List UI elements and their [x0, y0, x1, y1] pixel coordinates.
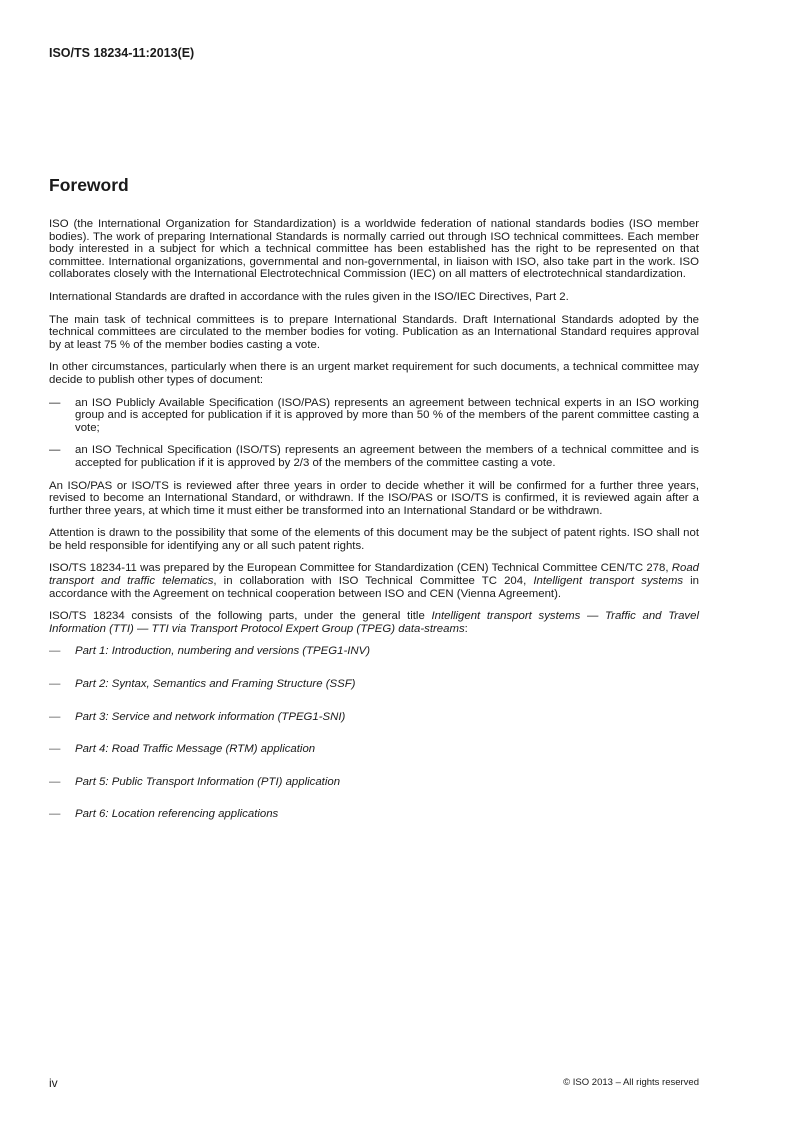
dash-bullet: —	[49, 645, 61, 658]
list-item	[49, 743, 699, 756]
part-title: Part 1: Introduction, numbering and versions (TPEG1-INV)	[75, 645, 371, 658]
general-title: Intelligent transport systems — Traffic and Travel Information (TTI) — TTI via Transport Protocol Expert Group (TPEG) data-streams	[49, 610, 699, 635]
part-title: Part 3: Service and network information (TPEG1-SNI)	[75, 710, 346, 723]
parts-intro-text-2: :	[464, 622, 468, 635]
paragraph-parts-intro	[49, 610, 699, 635]
list-item	[49, 776, 699, 789]
prepared-committee-title: Road transport and traffic telematics	[49, 562, 699, 588]
dash-bullet: —	[49, 808, 61, 821]
parts-intro-text-1: ISO/TS 18234 consists of the following parts, under the general title	[49, 610, 432, 623]
dash-bullet: —	[49, 710, 61, 723]
part-title: Part 6: Location referencing applications	[75, 808, 279, 821]
page-title: Foreword	[49, 175, 129, 195]
part-title: Part 5: Public Transport Information (PTI) application	[75, 775, 341, 788]
dash-bullet: —	[49, 396, 61, 409]
dash-bullet: —	[49, 775, 61, 788]
document-id-header: ISO/TS 18234-11:2013(E)	[49, 46, 195, 60]
prepared-text-2: , in collaboration with ISO Technical Committee TC 204,	[213, 575, 534, 588]
list-item	[49, 645, 699, 658]
part-title: Part 2: Syntax, Semantics and Framing Structure (SSF)	[75, 678, 356, 691]
dash-bullet: —	[49, 444, 61, 457]
list-item	[49, 711, 699, 724]
list-item-iso-pas	[49, 397, 699, 435]
paragraph-iso-intro: ISO (the International Organization for Standardization) is a worldwide federation of national standards bodies (ISO member bodies). The work of preparing International Standards is normally carried out through ISO technical committees. Each member body interested in a subject for which a technical committee has been established has the right to be represented on that committee. International organizations, governmental and non-governmental, in liaison with ISO, also take part in the work. ISO collaborates closely with the International Electrotechnical Commission (IEC) on all matters of electrotechnical standardization.	[49, 218, 699, 281]
list-item-text: an ISO Technical Specification (ISO/TS) represents an agreement between the members of a technical committee and is accepted for publication if it is approved by 2/3 of the members of the committee casting a vote.	[75, 444, 699, 469]
paragraph-directives: International Standards are drafted in accordance with the rules given in the ISO/IEC Directives, Part 2.	[49, 290, 569, 303]
paragraph-main-task: The main task of technical committees is to prepare International Standards. Draft International Standards adopted by the technical committees are circulated to the member bodies for voting. Publication as an International Standard requires approval by at least 75 % of the member bodies casting a vote.	[49, 313, 699, 351]
list-item	[49, 808, 699, 821]
list-item-iso-ts	[49, 444, 699, 469]
copyright-notice: © ISO 2013 – All rights reserved	[563, 1077, 699, 1088]
prepared-text-3: in accordance with the Agreement on technical cooperation between ISO and CEN (Vienna Agreement).	[49, 575, 700, 600]
part-title: Part 4: Road Traffic Message (RTM) application	[75, 743, 316, 756]
paragraph-review: An ISO/PAS or ISO/TS is reviewed after three years in order to decide whether it will be confirmed for a further three years, revised to become an International Standard, or withdrawn. If the ISO/PAS or ISO/TS is confirmed, it is reviewed again after a further three years, at which time it must either be transformed into an International Standard or be withdrawn.	[49, 479, 699, 517]
parts-list	[49, 645, 699, 821]
page-number: iv	[49, 1076, 58, 1090]
dash-bullet: —	[49, 678, 61, 691]
paragraph-prepared-by	[49, 562, 699, 600]
paragraph-patent: Attention is drawn to the possibility that some of the elements of this document may be the subject of patent rights. ISO shall not be held responsible for identifying any or all such patent rights.	[49, 527, 699, 552]
prepared-text-1: ISO/TS 18234-11 was prepared by the European Committee for Standardization (CEN) Technical Committee CEN/TC 278,	[49, 562, 672, 575]
list-item-text: an ISO Publicly Available Specification (ISO/PAS) represents an agreement between technical experts in an ISO working group and is accepted for publication if it is approved by more than 50 % of the members of the parent committee casting a vote;	[75, 396, 699, 434]
list-item	[49, 678, 699, 691]
paragraph-other-circumstances: In other circumstances, particularly when there is an urgent market requirement for such documents, a technical committee may decide to publish other types of document:	[49, 361, 699, 386]
prepared-tc-title: Intelligent transport systems	[533, 575, 684, 588]
foreword-body	[49, 218, 699, 841]
dash-bullet: —	[49, 743, 61, 756]
